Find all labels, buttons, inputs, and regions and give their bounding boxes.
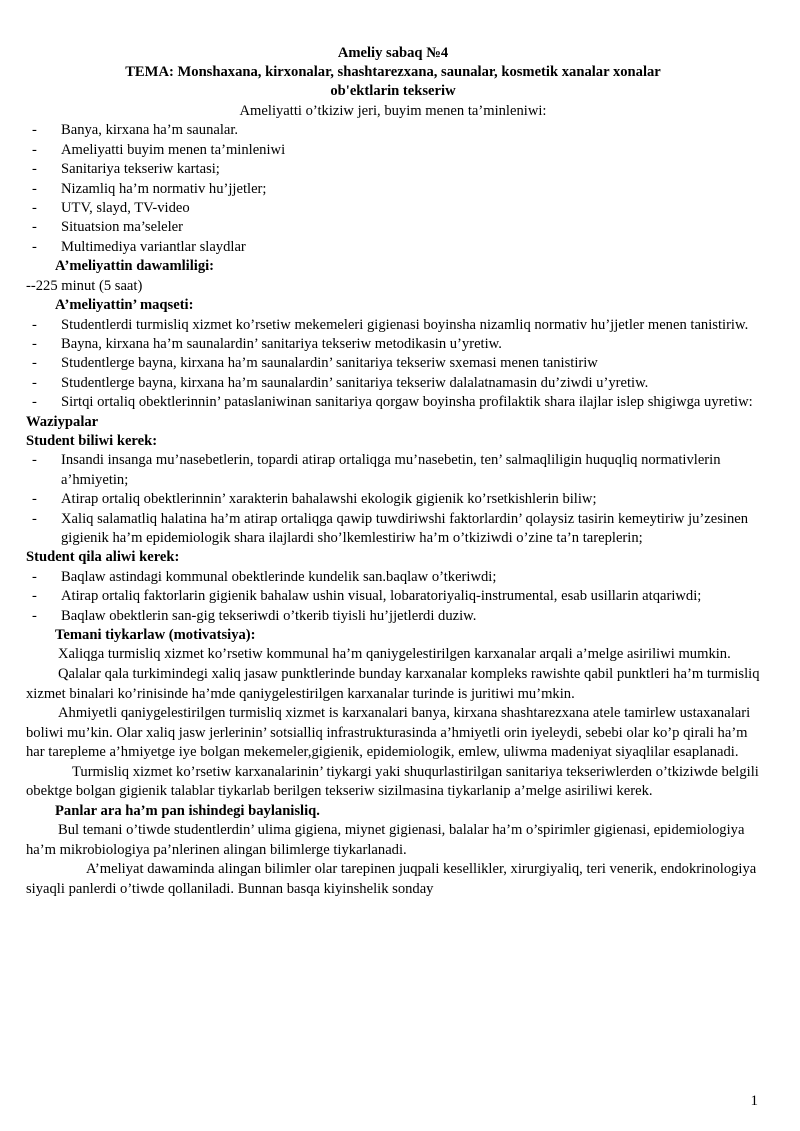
list-item xyxy=(26,218,760,237)
list-item xyxy=(26,510,760,549)
document-title-line-1: Ameliy sabaq №4 xyxy=(337,45,449,61)
tasks-heading: Waziypalar xyxy=(26,413,99,430)
list-item xyxy=(26,141,760,160)
list-item-label: Baqlaw obektlerin san-gig tekseriwdi o’tkerib tiyisli hu’jjetlerdi duziw. xyxy=(61,607,477,624)
list-item xyxy=(26,393,760,412)
motivation-heading: Temani tiykarlaw (motivatsiya): xyxy=(55,627,256,644)
bullet-dash-icon: - xyxy=(32,219,37,236)
list-item xyxy=(26,199,760,218)
bullet-dash-icon: - xyxy=(32,238,37,255)
motivation-paragraph: Turmisliq xizmet ko’rsetiw karxanalarinin’ tiykargi yaki shuqurlastirilgan sanitariya tekseriwlerden o’tkiziwde belgili obektge bolgan gigienik talablar tiykarlab berilgen tekseriw sizilmasina tiykarlanip a’melge asiriliwi kerek. xyxy=(26,763,759,800)
list-item xyxy=(26,587,760,606)
bullet-dash-icon: - xyxy=(32,588,37,605)
list-item-label: UTV, slayd, TV-video xyxy=(61,200,190,217)
list-item xyxy=(26,568,760,587)
list-item-label: Nizamliq ha’m normativ hu’jjetler; xyxy=(61,180,267,197)
bullet-dash-icon: - xyxy=(32,180,37,197)
list-item xyxy=(26,180,760,199)
interdisciplinary-paragraph: Bul temani o’tiwde studentlerdin’ ulima gigiena, miynet gigienasi, balalar ha’m o’spirimler gigienasi, epidemiologiya ha’m mikrobiologiya pa’nlerinen alingan bilimlerge tiykarlanadi. xyxy=(26,822,745,858)
motivation-paragraph: Qalalar qala turkimindegi xaliq jasaw punktlerinde bunday karxanalar kompleks rawishte qabil punktleri ha’m turmisliq xizmet binalari ko’rinisinde ha’mde qaniygelestirilgen karxanalar turinde is juritiwi mu’mkin. xyxy=(26,665,760,702)
duration-heading: A’meliyattin dawamliligi: xyxy=(55,258,215,275)
list-item-label: Banya, kirxana ha’m saunalar. xyxy=(61,122,239,139)
bullet-dash-icon: - xyxy=(32,141,37,158)
list-item-label: Studentlerge bayna, kirxana ha’m saunalardin’ sanitariya tekseriw sxemasi menen tanistiriw xyxy=(61,355,598,372)
must-know-heading: Student biliwi kerek: xyxy=(26,432,158,449)
document-body xyxy=(26,44,760,899)
list-item xyxy=(26,374,760,393)
document-subtitle: Ameliyatti o’tkiziw jeri, buyim menen ta’minleniwi: xyxy=(239,102,547,119)
interdisciplinary-paragraph: A’meliyat dawaminda alingan bilimler olar tarepinen juqpali kesellikler, xirurgiyaliq, teri venerik, endokrinologiya siyaqli panlerdi o’tiwde qollaniladi. Bunnan basqa kiyinshelik sonday xyxy=(26,861,757,897)
equipment-list xyxy=(26,121,760,257)
duration-value: --225 minut (5 saat) xyxy=(26,277,143,294)
motivation-paragraph: Ahmiyetli qaniygelestirilgen turmisliq xizmet is karxanalari banya, kirxana shashtarezxana atele tamirlew ustaxanalari boliwi mu’kin. Olar xaliq jasw jerlerinin’ sotsialliq infrastrukturasinda a’hmiyetli orin iyeleydi, sebebi olar ko’p qirali ha’m har tarepleme a’hmiyetge iye bolgan mekemeler,gigienik, epidemiologik, emlew, uliwma madeniyat siyaqlilar esaplanadi. xyxy=(26,705,751,761)
goal-list xyxy=(26,316,760,413)
bullet-dash-icon: - xyxy=(32,607,37,624)
list-item-label: Multimediya variantlar slaydlar xyxy=(61,238,246,255)
bullet-dash-icon: - xyxy=(32,200,37,217)
list-item-label: Situatsion ma’seleler xyxy=(61,219,183,236)
bullet-dash-icon: - xyxy=(32,316,37,333)
document-title-line-3: ob'ektlarin tekseriw xyxy=(330,82,456,99)
list-item-label: Ameliyatti buyim menen ta’minleniwi xyxy=(61,141,286,158)
interdisciplinary-heading: Panlar ara ha’m pan ishindegi baylanisliq. xyxy=(55,802,320,819)
list-item xyxy=(26,160,760,179)
list-item-label: Studentlerdi turmisliq xizmet ko’rsetiw mekemeleri gigienasi boyinsha nizamliq normativ hu’jjetler menen tanistiriw. xyxy=(61,316,749,333)
goal-heading: A’meliyattin’ maqseti: xyxy=(55,297,194,314)
list-item-label: Baqlaw astindagi kommunal obektlerinde kundelik san.baqlaw o’tkeriwdi; xyxy=(61,568,497,585)
bullet-dash-icon: - xyxy=(32,374,37,391)
bullet-dash-icon: - xyxy=(32,122,37,139)
must-do-list xyxy=(26,568,760,626)
must-know-list xyxy=(26,451,760,548)
motivation-paragraph: Xaliqga turmisliq xizmet ko’rsetiw kommunal ha’m qaniygelestirilgen karxanalar arqali a’melge asiriliwi mumkin. xyxy=(58,646,731,663)
list-item xyxy=(26,316,760,335)
list-item-label: Insandi insanga mu’nasebetlerin, topardi atirap ortaliqga mu’nasebetin, ten’ salmaqliligin huquqliq normativlerin a’hmiyetin; xyxy=(61,452,721,488)
document-title-line-2: TEMA: Monshaxana, kirxonalar, shashtarezxana, saunalar, kosmetik xanalar xonalar xyxy=(125,63,661,80)
list-item xyxy=(26,354,760,373)
bullet-dash-icon: - xyxy=(32,161,37,178)
bullet-dash-icon: - xyxy=(32,335,37,352)
page-number: 1 xyxy=(750,1093,758,1109)
list-item xyxy=(26,607,760,626)
must-do-heading: Student qila aliwi kerek: xyxy=(26,549,180,566)
list-item-label: Xaliq salamatliq halatina ha’m atirap ortaliqga qawip tuwdiriwshi faktorlardin’ qolaysiz tasirin kemeytiriw ju’zesinen gigienik ha’m epidemiologik shara ilajlardi sho’lkemlestiriw ha’m o’tkiziwdi o’zine ta’n tareplerin; xyxy=(61,510,749,546)
list-item xyxy=(26,238,760,257)
list-item-label: Sirtqi ortaliq obektlerinnin’ pataslaniwinan sanitariya qorgaw boyinsha profilaktik shara ilajlar islep shigiwga uyretiw: xyxy=(61,394,753,411)
bullet-dash-icon: - xyxy=(32,452,37,469)
list-item xyxy=(26,121,760,140)
bullet-dash-icon: - xyxy=(32,394,37,411)
list-item-label: Atirap ortaliq obektlerinnin’ xarakterin bahalawshi ekologik gigienik ko’rsetkishlerin biliw; xyxy=(61,491,597,508)
bullet-dash-icon: - xyxy=(32,491,37,508)
list-item xyxy=(26,490,760,509)
list-item-label: Sanitariya tekseriw kartasi; xyxy=(61,161,220,178)
list-item-label: Bayna, kirxana ha’m saunalardin’ sanitariya tekseriw metodikasin u’yretiw. xyxy=(61,335,502,352)
list-item-label: Atirap ortaliq faktorlarin gigienik bahalaw ushin visual, lobaratoriyaliq-instrumental, esab usillarin atqariwdi; xyxy=(61,588,702,605)
list-item-label: Studentlerge bayna, kirxana ha’m saunalardin’ sanitariya tekseriw dalalatnamasin du’ziwdi u’yretiw. xyxy=(61,374,649,391)
bullet-dash-icon: - xyxy=(32,510,37,527)
list-item xyxy=(26,335,760,354)
bullet-dash-icon: - xyxy=(32,355,37,372)
list-item xyxy=(26,451,760,490)
bullet-dash-icon: - xyxy=(32,568,37,585)
